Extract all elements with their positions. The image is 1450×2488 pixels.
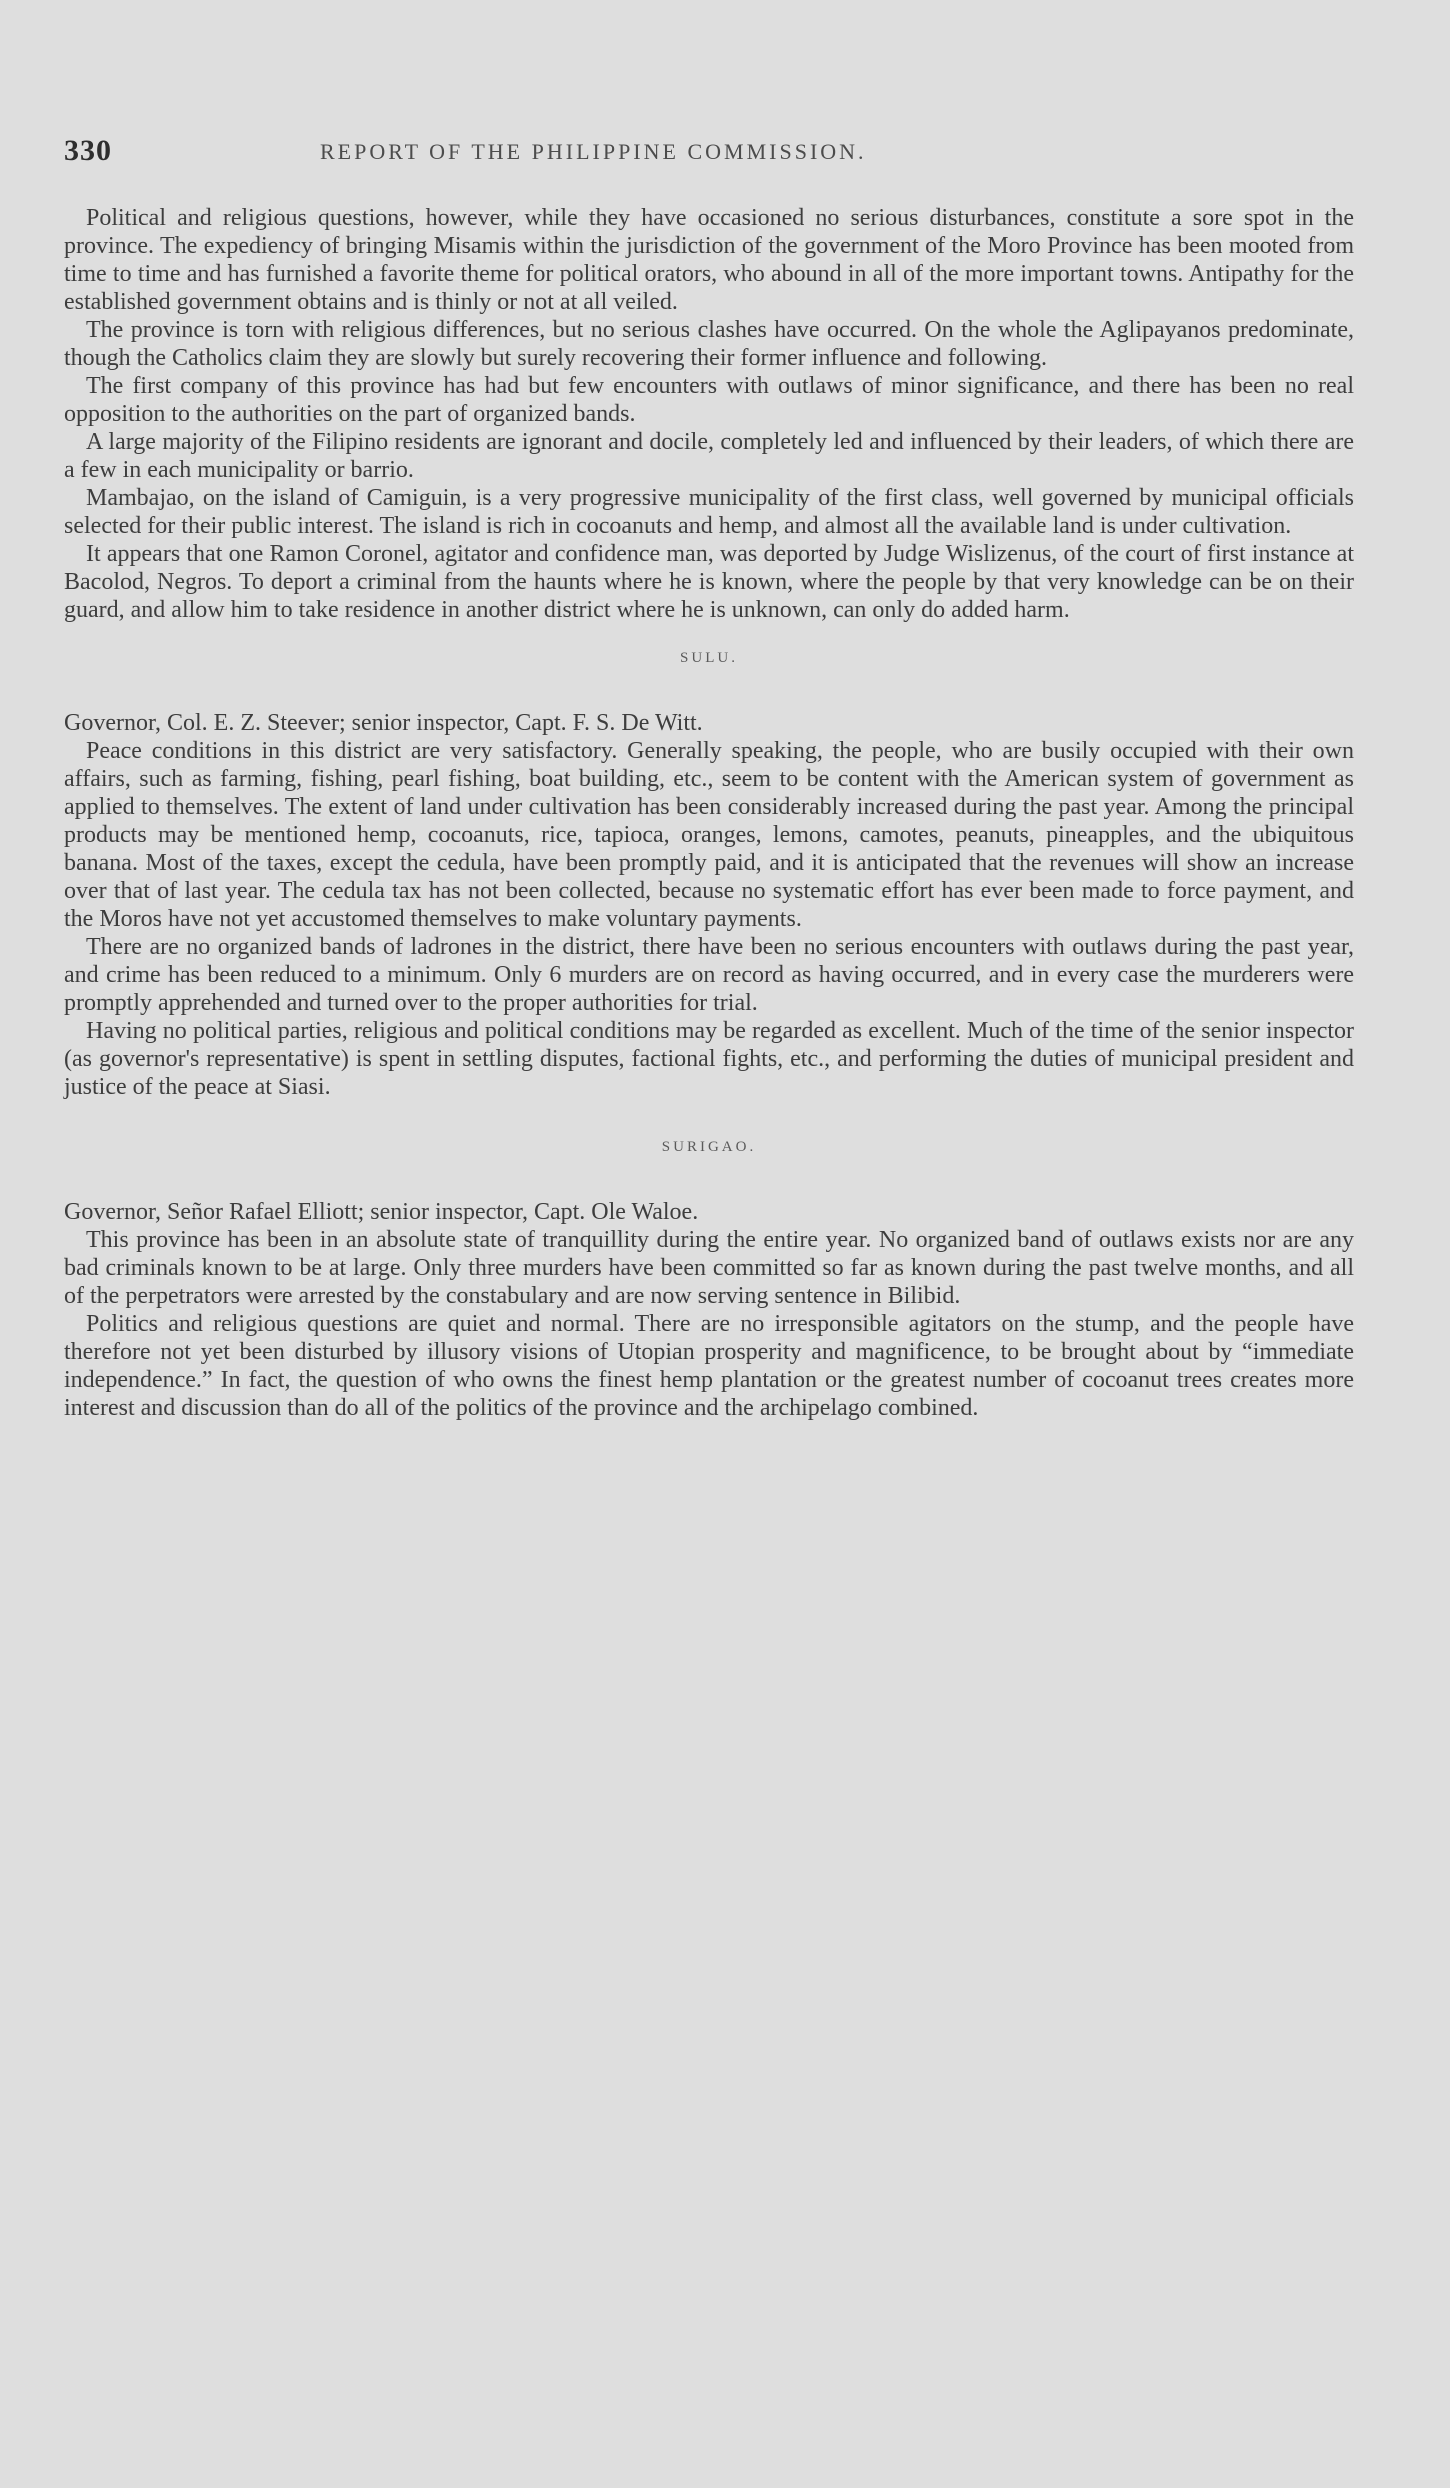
page-header [64,134,1354,174]
paragraph: It appears that one Ramon Coronel, agitator and confidence man, was deported by Judge Wislizenus, of the court of first instance at Bacolod, Negros. To deport a criminal from the haunts where he is known, where the people by that very knowledge can be on their guard, and allow him to take residence in another district where he is unknown, can only do added harm. [64,541,1354,623]
paragraph: A large majority of the Filipino residents are ignorant and docile, completely led and influenced by their leaders, of which there are a few in each municipality or barrio. [64,429,1354,483]
paragraph: There are no organized bands of ladrones in the district, there have been no serious encounters with outlaws during the past year, and crime has been reduced to a minimum. Only 6 murders are on record as having occurred, and in every case the murderers were promptly apprehended and turned over to the proper authorities for trial. [64,934,1354,1016]
paragraph: The first company of this province has had but few encounters with outlaws of minor significance, and there has been no real opposition to the authorities on the part of organized bands. [64,373,1354,427]
paragraph: Politics and religious questions are quiet and normal. There are no irresponsible agitators on the stump, and the people have therefore not yet been disturbed by illusory visions of Utopian prosperity and magnificence, to be brought about by “immediate independence.” In fact, the question of who owns the finest hemp plantation or the greatest number of cocoanut trees creates more interest and discussion than do all of the politics of the province and the archipelago combined. [64,1311,1354,1421]
body-text [64,204,1354,1422]
paragraph: Having no political parties, religious and political conditions may be regarded as excellent. Much of the time of the senior inspector (as governor's representative) is spent in settling disputes, factional fights, etc., and performing the duties of municipal president and justice of the peace at Siasi. [64,1018,1354,1100]
section-title-surigao: SURIGAO. [661,1139,757,1155]
officials-line: Governor, Señor Rafael Elliott; senior inspector, Capt. Ole Waloe. [64,1199,699,1225]
paragraph: The province is torn with religious differences, but no serious clashes have occurred. On the whole the Aglipayanos predominate, though the Catholics claim they are slowly but surely recovering their former influence and following. [64,317,1354,371]
page-number: 330 [64,134,112,167]
paragraph: Mambajao, on the island of Camiguin, is a very progressive municipality of the first class, well governed by municipal officials selected for their public interest. The island is rich in cocoanuts and hemp, and almost all the available land is under cultivation. [64,485,1354,539]
paragraph: Political and religious questions, however, while they have occasioned no serious disturbances, constitute a sore spot in the province. The expediency of bringing Misamis within the jurisdiction of the government of the Moro Province has been mooted from time to time and has furnished a favorite theme for political orators, who abound in all of the more important towns. Antipathy for the established government obtains and is thinly or not at all veiled. [64,205,1354,315]
running-head: REPORT OF THE PHILIPPINE COMMISSION. [320,139,867,164]
section-title-sulu: SULU. [680,650,738,666]
paragraph: This province has been in an absolute state of tranquillity during the entire year. No organized band of outlaws exists nor are any bad criminals known to be at large. Only three murders have been committed so far as known during the past twelve months, and all of the perpetrators were arrested by the constabulary and are now serving sentence in Bilibid. [64,1227,1354,1309]
officials-line: Governor, Col. E. Z. Steever; senior inspector, Capt. F. S. De Witt. [64,710,703,736]
paragraph: Peace conditions in this district are very satisfactory. Generally speaking, the people, who are busily occupied with their own affairs, such as farming, fishing, pearl fishing, boat building, etc., seem to be content with the American system of government as applied to themselves. The extent of land under cultivation has been considerably increased during the past year. Among the principal products may be mentioned hemp, cocoanuts, rice, tapioca, oranges, lemons, camotes, peanuts, pineapples, and the ubiquitous banana. Most of the taxes, except the cedula, have been promptly paid, and it is anticipated that the revenues will show an increase over that of last year. The cedula tax has not been collected, because no systematic effort has ever been made to force payment, and the Moros have not yet accustomed themselves to make voluntary payments. [64,738,1354,932]
